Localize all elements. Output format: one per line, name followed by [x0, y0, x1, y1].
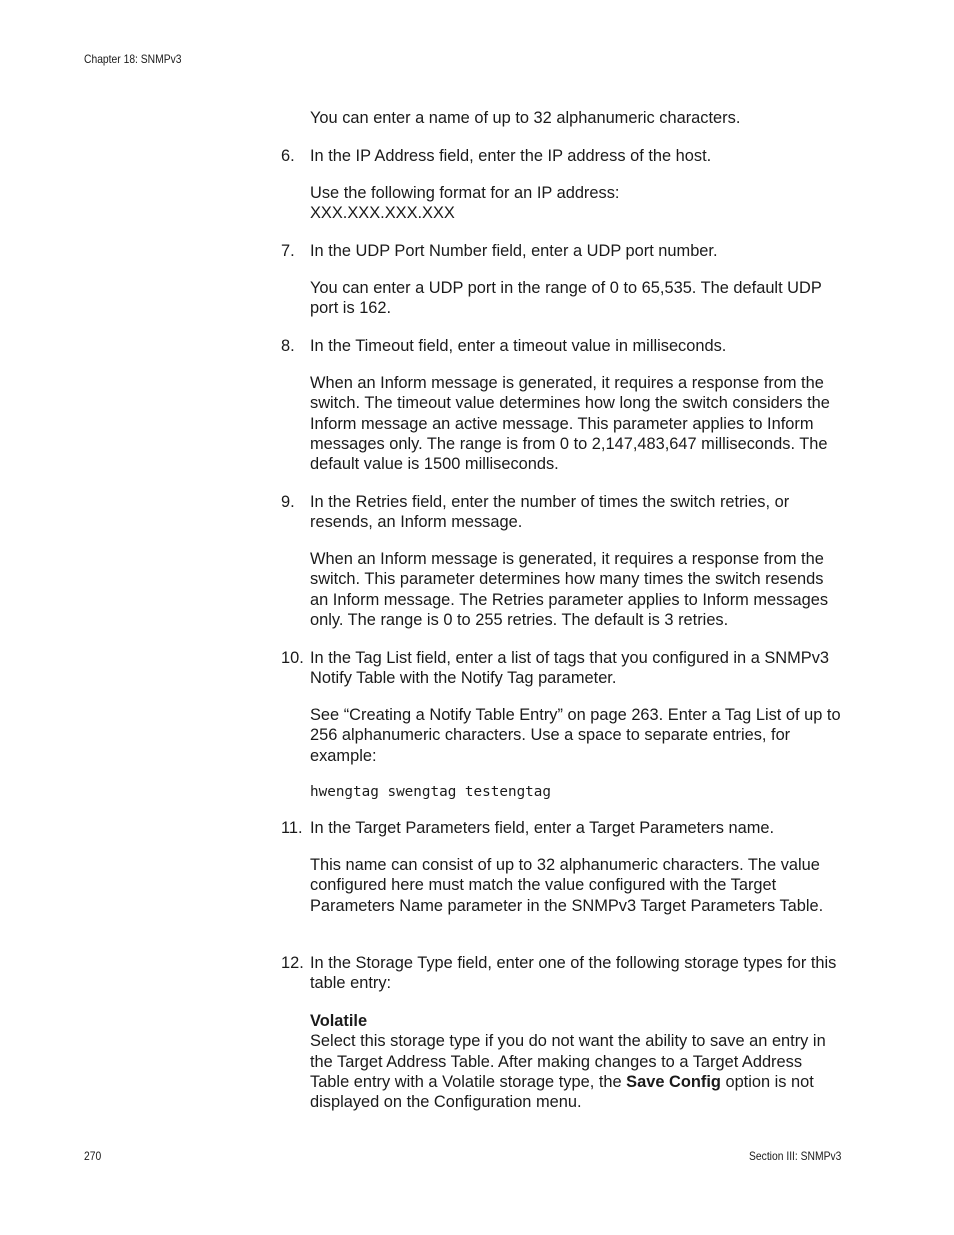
step-text: In the UDP Port Number field, enter a UDP port number.	[310, 242, 718, 260]
running-header: Chapter 18: SNMPv3	[84, 52, 182, 66]
step-text: In the Tag List field, enter a list of tags that you configured in a SNMPv3 Notify Table with the Notify Tag parameter.	[310, 649, 830, 688]
step-7	[281, 241, 845, 261]
step-6	[281, 146, 845, 166]
step-number: 11.	[281, 819, 303, 837]
target-params-paragraph: This name can consist of up to 32 alphanumeric characters. The value configured here must match the value configured with the Target Parameters Name parameter in the SNMPv3 Target Parameters Table.	[310, 856, 824, 915]
step-9	[281, 492, 845, 533]
step-text: In the Storage Type field, enter one of the following storage types for this table entry:	[310, 954, 837, 993]
ip-format-line: Use the following format for an IP address:	[310, 184, 620, 202]
step-number: 7.	[281, 242, 295, 260]
tag-list-code-example: hwengtag swengtag testengtag	[310, 784, 552, 800]
page-number: 270	[84, 1149, 102, 1163]
udp-range-paragraph: You can enter a UDP port in the range of 0 to 65,535. The default UDP port is 162.	[310, 279, 822, 318]
save-config-term: Save Config	[626, 1072, 721, 1091]
retries-paragraph: When an Inform message is generated, it requires a response from the switch. This parameter determines how many times the switch resends an Inform message. The Retries parameter applies to Inform messages only. The range is 0 to 255 retries. The default is 3 retries.	[310, 550, 829, 629]
name-limit-paragraph: You can enter a name of up to 32 alphanumeric characters.	[310, 109, 741, 127]
step-number: 12.	[281, 954, 304, 972]
ip-format-pattern: XXX.XXX.XXX.XXX	[310, 204, 455, 223]
volatile-heading: Volatile	[310, 1012, 368, 1030]
step-number: 9.	[281, 493, 295, 511]
step-text: In the IP Address field, enter the IP address of the host.	[310, 147, 712, 165]
step-number: 10.	[281, 649, 304, 667]
step-11	[281, 818, 845, 838]
step-number: 8.	[281, 337, 295, 355]
step-text: In the Target Parameters field, enter a Target Parameters name.	[310, 819, 775, 837]
volatile-description: Select this storage type if you do not want the ability to save an entry in the Target Address Table. After making changes to a Target Address Table entry with a Volatile storage type, the Save Config option is not displayed on the Configuration menu.	[310, 1032, 826, 1112]
step-number: 6.	[281, 147, 295, 165]
step-12	[281, 953, 845, 994]
ip-format-paragraph	[310, 183, 845, 224]
step-text: In the Retries field, enter the number of times the switch retries, or resends, an Inform message.	[310, 493, 790, 532]
running-footer-section: Section III: SNMPv3	[748, 1149, 841, 1163]
tag-list-paragraph: See “Creating a Notify Table Entry” on page 263. Enter a Tag List of up to 256 alphanumeric characters. Use a space to separate entries, for example:	[310, 706, 841, 765]
timeout-paragraph: When an Inform message is generated, it requires a response from the switch. The timeout value determines how long the switch considers the Inform message an active message. This parameter applies to Inform messages only. The range is from 0 to 2,147,483,647 milliseconds. The default value is 1500 milliseconds.	[310, 374, 830, 474]
step-10	[281, 648, 845, 689]
volatile-section	[310, 1011, 845, 1112]
step-text: In the Timeout field, enter a timeout value in milliseconds.	[310, 337, 727, 355]
step-8	[281, 336, 845, 356]
